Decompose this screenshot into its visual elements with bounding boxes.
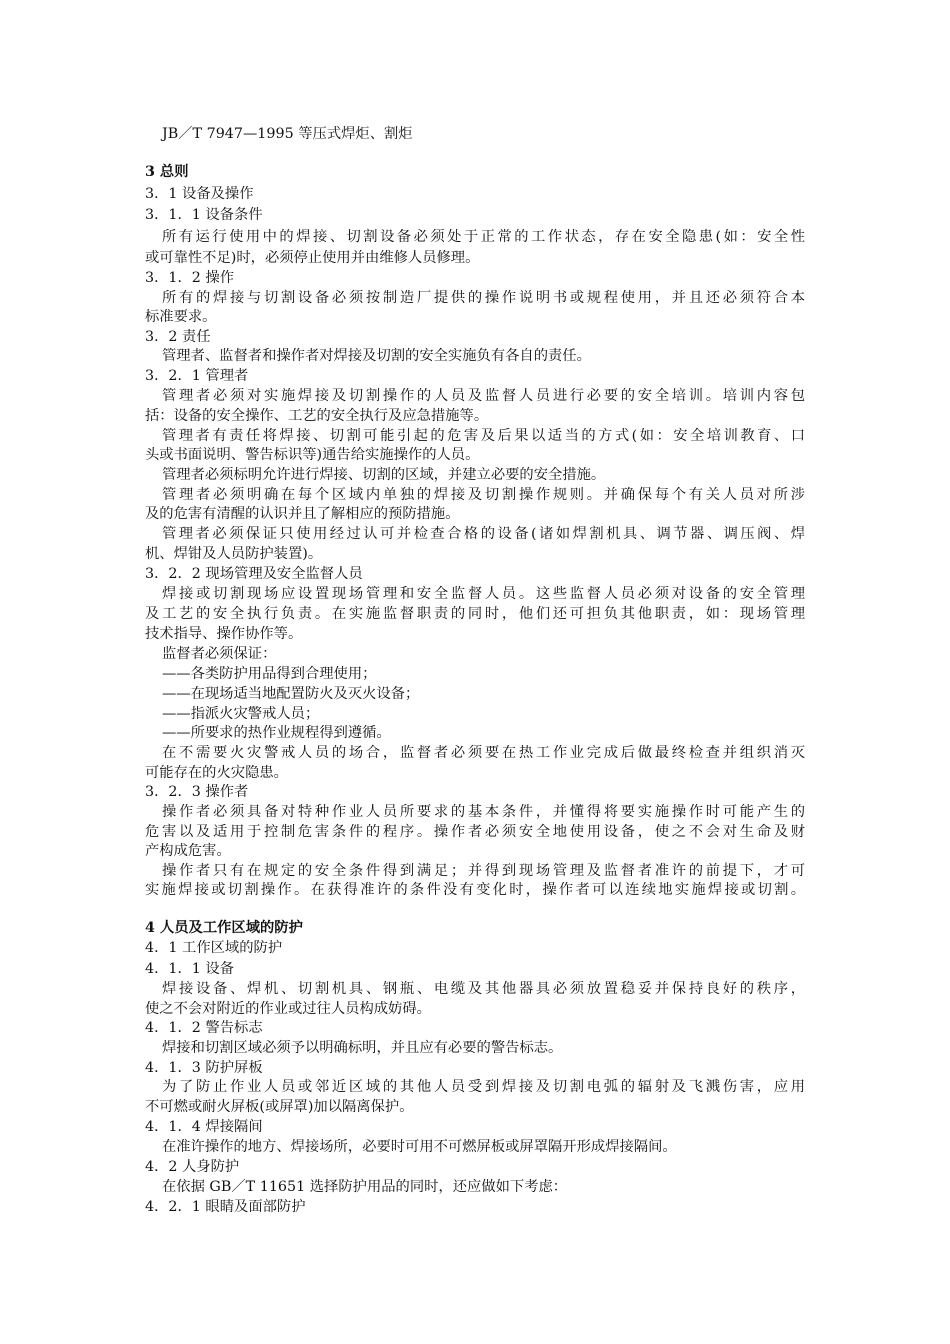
paragraph-line: 操作者必须具备对特种作业人员所要求的基本条件，并懂得将要实施操作时可能产生的 — [162, 804, 805, 820]
paragraph-line: 焊接或切割现场应设置现场管理和安全监督人员。这些监督人员必须对设备的安全管理 — [162, 586, 805, 602]
paragraph-line: 及工艺的安全执行负责。在实施监督职责的同时，他们还可担负其他职责，如：现场管理 — [145, 606, 805, 622]
paragraph-line: 及的危害有清醒的认识并且了解相应的预防措施。 — [145, 506, 460, 522]
paragraph-line: 危害以及适用于控制危害条件的程序。操作者必须安全地使用设备，使之不会对生命及财 — [145, 824, 805, 840]
clause-heading: 4．1．3 防护屏板 — [145, 1060, 263, 1076]
paragraph-line: 管理者必须明确在每个区域内单独的焊接及切割操作规则。并确保每个有关人员对所涉 — [162, 487, 805, 503]
paragraph-line: 或可靠性不足)时，必须停止使用并由维修人员修理。 — [145, 250, 480, 266]
paragraph-line: 焊接和切割区域必须予以明确标明，并且应有必要的警告标志。 — [162, 1040, 563, 1056]
clause-heading: 3．1 设备及操作 — [145, 186, 254, 202]
clause-heading: 3．1．2 操作 — [145, 270, 235, 286]
paragraph-line: 可能存在的火灾隐患。 — [145, 765, 288, 781]
paragraph-line: 使之不会对附近的作业或过往人员构成妨碍。 — [145, 1001, 431, 1017]
clause-heading: 3．2．3 操作者 — [145, 784, 249, 800]
paragraph-line: 管理者必须保证只使用经过认可并检查合格的设备(诸如焊割机具、调节器、调压阀、焊 — [162, 526, 805, 542]
clause-heading: 4．1．2 警告标志 — [145, 1020, 263, 1036]
clause-heading: 3．2．2 现场管理及安全监督人员 — [145, 566, 363, 582]
paragraph-line: 管理者必须标明允许进行焊接、切割的区域，并建立必要的安全措施。 — [162, 467, 606, 483]
paragraph-line: 管理者必须对实施焊接及切割操作的人员及监督人员进行必要的安全培训。培训内容包 — [162, 388, 805, 404]
clause-heading: 4．1．1 设备 — [145, 961, 235, 977]
paragraph-line: 焊接设备、焊机、切割机具、钢瓶、电缆及其他器具必须放置稳妥并保持良好的秩序， — [162, 981, 805, 997]
section-heading-4: 4 人员及工作区域的防护 — [145, 920, 303, 936]
list-item: ——各类防护用品得到合理使用； — [162, 666, 377, 682]
clause-heading: 4．2 人身防护 — [145, 1159, 240, 1175]
paragraph-line: 技术指导、操作协作等。 — [145, 626, 303, 642]
paragraph-line: 管理者、监督者和操作者对焊接及切割的安全实施负有各自的责任。 — [162, 348, 591, 364]
clause-heading: 4．1．4 焊接隔间 — [145, 1119, 263, 1135]
clause-heading: 3．2．1 管理者 — [145, 368, 249, 384]
clause-heading: 3．2 责任 — [145, 329, 211, 345]
paragraph-line: 所有的焊接与切割设备必须按制造厂提供的操作说明书或规程使用，并且还必须符合本 — [162, 290, 805, 306]
paragraph-line: 所有运行使用中的焊接、切割设备必须处于正常的工作状态，存在安全隐患(如：安全性 — [162, 229, 805, 245]
paragraph-line: 在依据 GB／T 11651 选择防护用品的同时，还应做如下考虑： — [162, 1179, 568, 1195]
paragraph-line: 标准要求。 — [145, 309, 217, 325]
clause-heading: 4．1 工作区域的防护 — [145, 940, 283, 956]
paragraph-line: 监督者必须保证： — [162, 646, 277, 662]
paragraph-line: 不可燃或耐火屏板(或屏罩)加以隔离保护。 — [145, 1099, 414, 1115]
list-item: ——指派火灾警戒人员； — [162, 706, 320, 722]
list-item: ——所要求的热作业规程得到遵循。 — [162, 725, 391, 741]
paragraph-line: 管理者有责任将焊接、切割可能引起的危害及后果以适当的方式(如：安全培训教育、口 — [162, 428, 805, 444]
paragraph-line: 头或书面说明、警告标识等)通告给实施操作的人员。 — [145, 447, 480, 463]
paragraph-line: 机、焊钳及人员防护装置)。 — [145, 546, 323, 562]
paragraph-line: 在准许操作的地方、焊接场所，必要时可用不可燃屏板或屏罩隔开形成焊接隔间。 — [162, 1139, 677, 1155]
section-heading-3: 3 总则 — [145, 164, 189, 180]
paragraph-line: 实施焊接或切割操作。在获得准许的条件没有变化时，操作者可以连续地实施焊接或切割。 — [145, 882, 805, 898]
list-item: ——在现场适当地配置防火及灭火设备； — [162, 686, 420, 702]
paragraph-line: 在不需要火灾警戒人员的场合，监督者必须要在热工作业完成后做最终检查并组织消灭 — [162, 745, 805, 761]
paragraph-line: 为了防止作业人员或邻近区域的其他人员受到焊接及切割电弧的辐射及飞溅伤害，应用 — [162, 1079, 805, 1095]
clause-heading: 4．2．1 眼睛及面部防护 — [145, 1199, 306, 1215]
clause-heading: 3．1．1 设备条件 — [145, 207, 263, 223]
paragraph-line: 操作者只有在规定的安全条件得到满足；并得到现场管理及监督者准许的前提下，才可 — [162, 863, 805, 879]
reference-standard: JB／T 7947—1995 等压式焊炬、割炬 — [162, 126, 413, 142]
paragraph-line: 产构成危害。 — [145, 843, 231, 859]
paragraph-line: 括：设备的安全操作、工艺的安全执行及应急措施等。 — [145, 408, 489, 424]
